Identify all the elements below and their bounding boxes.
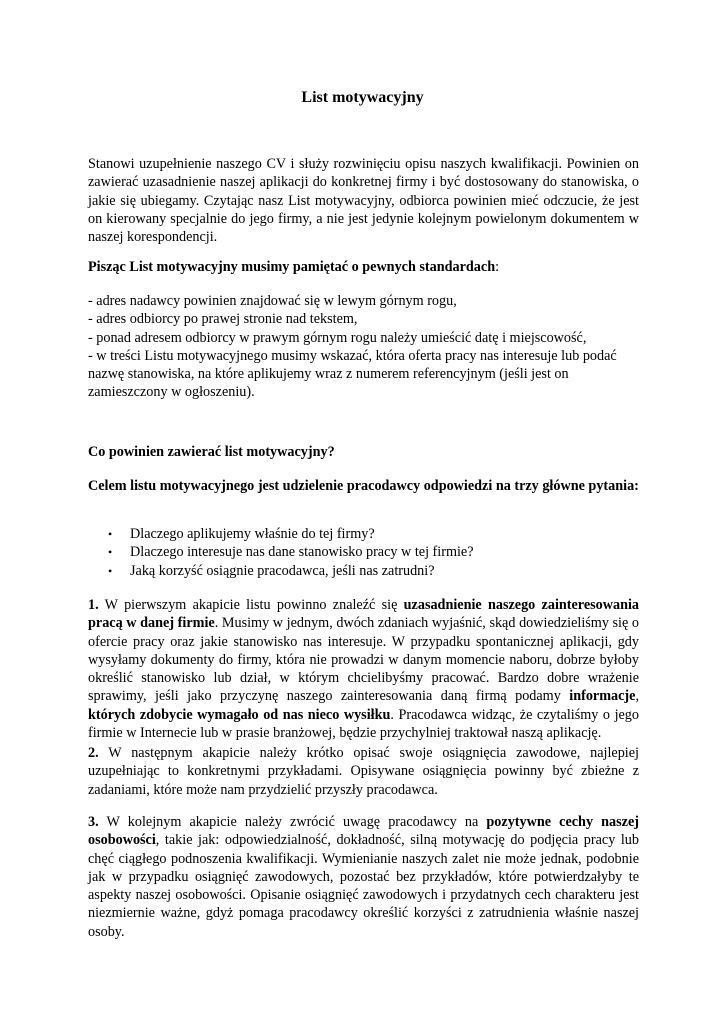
standards-heading [88,258,639,276]
paragraph-1-number: 1. [88,597,99,613]
question-heading-text: Co powinien zawierać list motywacyjny? [88,444,335,460]
standards-item-4: - w treści Listu motywacyjnego musimy wskazać, która oferta pracy nas interesuje lub podać nazwę stanowiska, na które aplikujemy wraz z numerem referencyjnym (jeśli jest on zamieszczony w ogłoszeniu). [88,347,617,401]
p1-text-4: . Pracodawca widząc, że czytaliśmy o jego firmie w Internecie lub w prasie branżowej, będzie przychylniej traktował naszą aplikację. [88,706,639,742]
p1-bold-3: których zdobycie wymagało od nas nieco wysiłku [88,706,391,723]
list-item-text: Jaką korzyść osiągnie pracodawca, jeśli nas zatrudni? [130,562,435,579]
p3-text-2: , takie jak: odpowiedzialność, dokładność, silną motywację do podjęcia pracy lub chęć ciągłego podnoszenia kwalifikacji. Wymienianie naszych zalet nie może jednak, podobnie jak w przypadku osiągnięć zawodowych, pozostać bez przykładów, które potwierdzałyby te aspekty naszej osobowości. Opisanie osiągnięć zawodowych i przydatnych cech charakteru jest niezmiernie ważne, gdyż pomaga pracodawcy określić korzyści z zatrudnienia właśnie naszej osoby. [88,832,639,940]
standards-item-2: - adres odbiorcy po prawej stronie nad tekstem, [88,311,358,328]
p1-text-3: , [635,688,639,705]
question-heading [88,443,639,461]
paragraph-3-number: 3. [88,814,99,830]
p1-text-2: . Musimy w jednym, dwóch zdaniach wyjaśnić, skąd dowiedzieliśmy się o ofercie pracy oraz jakie stanowisko nas interesuje. W przypadku spontanicznej aplikacji, gdy wysyłamy dokumenty do firmy, która nie prowadzi w danym momencie naboru, dobrze byłoby określić stanowisko lub dział, w którym chcielibyśmy pracować. Bardzo dobre wrażenie sprawimy, jeśli jako przyczynę naszego zainteresowania daną firmą podamy [88,615,639,705]
bullet-icon: • [108,545,113,560]
list-item [88,562,639,580]
p1-text-1: W pierwszym akapicie listu powinno znaleźć się [98,597,404,613]
page-title: List motywacyjny [301,89,424,106]
list-item-text: Dlaczego aplikujemy właśnie do tej firmy? [130,526,375,542]
standards-heading-colon: : [495,259,500,275]
questions-list [88,525,639,580]
goal-heading [88,477,639,495]
p3-text-1: W kolejnym akapicie należy zwrócić uwagę pracodawcy na [98,814,487,830]
paragraph-3 [88,813,639,941]
paragraph-2 [88,744,639,799]
standards-item-1: - adres nadawcy powinien znajdować się w lewym górnym rogu, [88,293,457,309]
list-item [88,543,639,561]
paragraph-1 [88,596,639,742]
p1-bold-2: informacje [569,688,636,705]
intro-paragraph: Stanowi uzupełnienie naszego CV i służy rozwinięciu opisu naszych kwalifikacji. Powinien on zawierać uzasadnienie naszej aplikacji do konkretnej firmy i być dostosowany do stanowiska, o jakie się ubiegamy. Czytając nasz List motywacyjny, odbiorca powinien mieć odczucie, że jest on kierowany specjalnie do jego firmy, a nie jest jedynie kolejnym powielonym dokumentem w naszej korespondencji. [88,156,639,246]
list-item-text: Dlaczego interesuje nas dane stanowisko pracy w tej firmie? [130,544,474,561]
standards-heading-bold: Pisząc List motywacyjny musimy pamiętać o pewnych standardach [88,259,496,275]
p3-bold-1: pozytywne cechy naszej osobowości [88,814,639,849]
list-item [88,525,639,543]
goal-heading-text: Celem listu motywacyjnego jest udzielenie pracodawcy odpowiedzi na trzy główne pytania: [88,478,639,494]
paragraph-2-number: 2. [88,745,99,761]
bullet-icon: • [108,527,113,541]
bullet-icon: • [108,563,113,578]
p2-text: W następnym akapicie należy krótko opisać swoje osiągnięcia zawodowe, najlepiej uzupełniając to konkretnymi przykładami. Opisywane osiągnięcia powinny być zbieżne z zadaniami, które może nam przydzielić przyszły pracodawca. [88,745,639,798]
p1-bold-1: uzasadnienie naszego zainteresowania pracą w danej firmie [88,597,640,632]
standards-item-3: - ponad adresem odbiorcy w prawym górnym rogu należy umieścić datę i miejscowość, [88,329,587,346]
